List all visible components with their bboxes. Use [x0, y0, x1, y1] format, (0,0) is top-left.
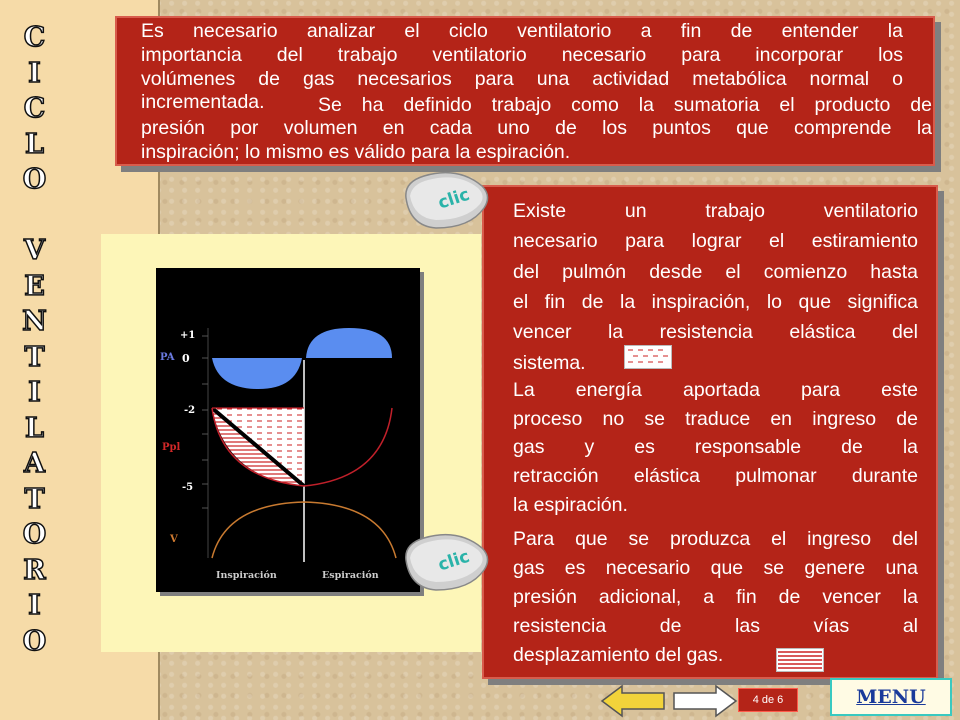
explanation-p3-line: gas es necesario que se genere una	[513, 556, 918, 579]
page-indicator: 4 de 6	[738, 688, 798, 712]
explanation-p1-line: vencer la resistencia elástica del	[513, 321, 918, 344]
clic-label: clic	[435, 546, 473, 576]
label-pa: PA	[160, 352, 175, 363]
explanation-p2-line: la espiración.	[513, 493, 628, 516]
explanation-p3-line: presión adicional, a fin de vencer la	[513, 585, 918, 608]
explanation-p2-line: proceso no se traduce en ingreso de	[513, 407, 918, 430]
clic-label: clic	[435, 184, 473, 214]
sidebar-title-letter: L	[25, 128, 45, 160]
pa-inspiration-shape	[212, 358, 302, 389]
chart-svg	[156, 268, 420, 592]
sidebar-title-letter: A	[24, 448, 46, 479]
pressure-volume-chart	[156, 268, 420, 592]
pa-expiration-shape	[306, 328, 392, 358]
intro-line-7: inspiración; lo mismo es válido para la espiración.	[141, 141, 571, 163]
sidebar-title-letter: I	[28, 57, 42, 89]
intro-line-1: Es necesario analizar el ciclo ventilatorio a fin de entender la	[141, 20, 903, 42]
label-espiracion: Espiración	[322, 570, 379, 581]
intro-line-3: volúmenes de gas necesarios para una actividad metabólica normal o	[141, 68, 903, 90]
sidebar-title-letter: R	[23, 554, 47, 586]
sidebar-title-letter	[10, 198, 60, 234]
tick-plus1: +1	[180, 330, 196, 341]
explanation-p1-line: Existe un trabajo ventilatorio	[513, 200, 918, 222]
sidebar-title-letter: T	[24, 483, 46, 515]
explanation-p1-line: el fin de la inspiración, lo que significa	[513, 290, 918, 313]
clic-button-bottom[interactable]	[400, 530, 492, 600]
tick-minus5: -5	[182, 482, 194, 493]
next-arrow-button[interactable]	[670, 684, 738, 718]
label-ppl: Ppl	[162, 442, 181, 453]
explanation-p3-line: Para que se produzca el ingreso del	[513, 528, 918, 550]
sidebar-vertical-title	[10, 20, 60, 659]
sidebar-title-letter: I	[28, 377, 42, 408]
sidebar-title-letter: C	[23, 93, 47, 124]
explanation-p1-line: necesario para lograr el estiramiento	[513, 230, 918, 253]
explanation-p3-line: desplazamiento del gas.	[513, 643, 724, 666]
sidebar-title-letter: E	[24, 270, 46, 302]
explanation-p2-line: gas y es responsable de la	[513, 436, 918, 459]
explanation-p1-line: del pulmón desde el comienzo hasta	[513, 260, 918, 283]
ppl-expiration-curve	[304, 408, 392, 486]
sidebar-title-letter: V	[24, 235, 46, 266]
sidebar-title-letter: O	[22, 519, 48, 550]
intro-line-2: importancia del trabajo ventilatorio necesario para incorporar los	[141, 44, 903, 66]
intro-line-6: presión por volumen en cada uno de los puntos que comprende la	[141, 117, 932, 139]
sidebar-title-letter: N	[22, 306, 48, 337]
sidebar-title-letter: O	[22, 625, 48, 657]
sidebar-title-letter: C	[23, 22, 47, 53]
sidebar-title-letter: I	[28, 590, 42, 621]
label-inspiracion: Inspiración	[216, 570, 277, 581]
explanation-p2-line: La energía aportada para este	[513, 379, 918, 401]
label-v: V	[170, 534, 178, 545]
elastic-work-swatch	[624, 345, 672, 369]
tick-0: 0	[182, 352, 190, 365]
explanation-p2-line: retracción elástica pulmonar durante	[513, 465, 918, 488]
explanation-p1-line: sistema.	[513, 351, 586, 374]
tick-minus2: -2	[184, 405, 196, 416]
intro-line-5: Se ha definido trabajo como la sumatoria el producto de	[318, 94, 932, 116]
sidebar-title-letter: O	[22, 164, 48, 195]
explanation-p3-line: resistencia de las vías al	[513, 614, 918, 637]
sidebar-title-letter: T	[24, 341, 46, 373]
sidebar-title-letter: L	[25, 412, 45, 444]
intro-line-4: incrementada.	[141, 91, 265, 113]
menu-button[interactable]: MENU	[830, 678, 952, 716]
resistive-work-swatch	[776, 648, 824, 672]
clic-button-top[interactable]	[400, 168, 492, 238]
previous-arrow-button[interactable]	[600, 684, 668, 718]
